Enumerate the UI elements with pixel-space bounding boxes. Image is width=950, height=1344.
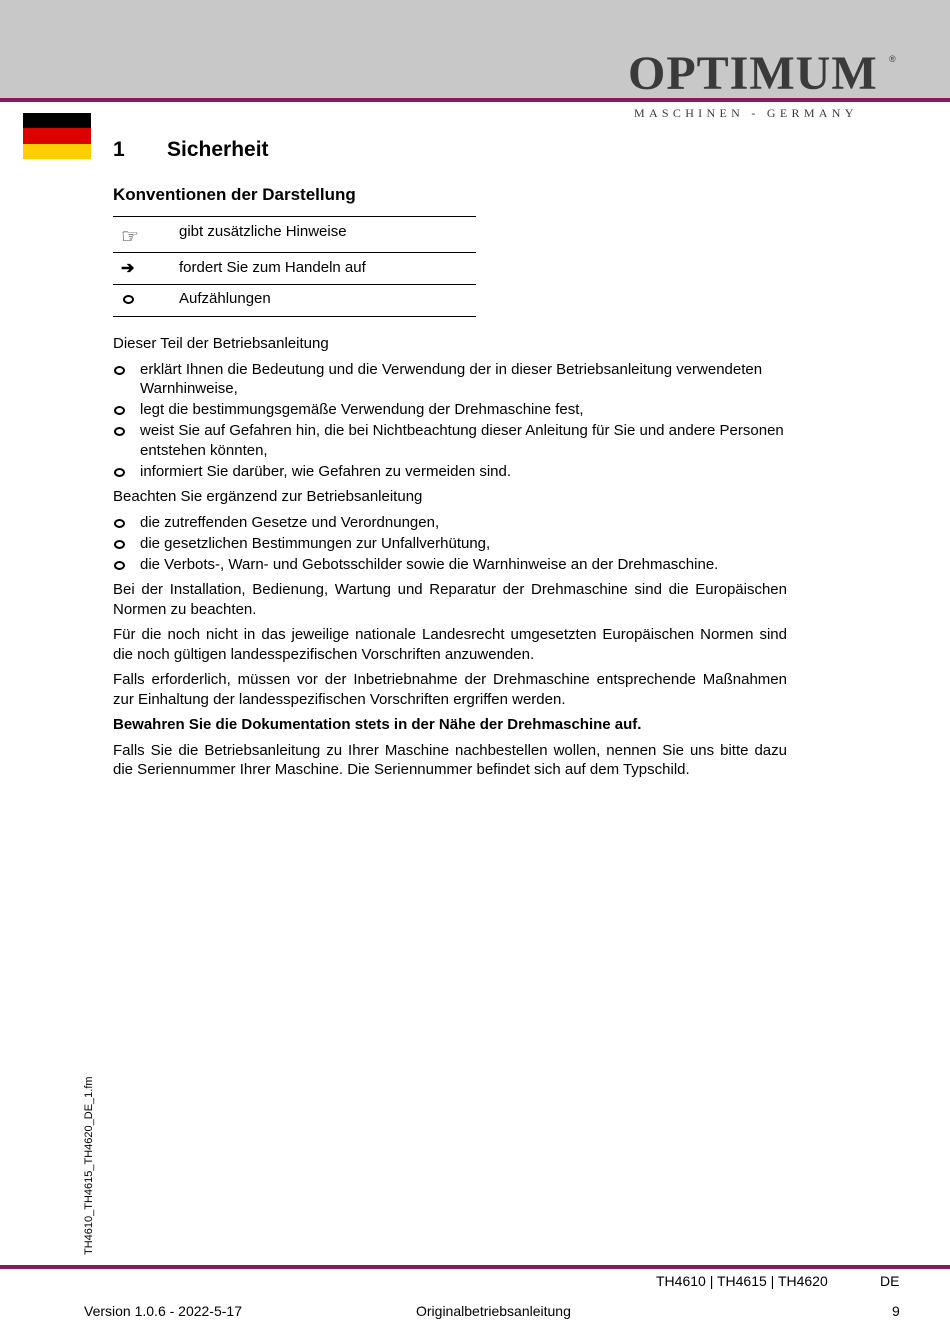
list-item-text: die gesetzlichen Bestimmungen zur Unfallverhütung, — [140, 534, 491, 552]
bullet-list-2 — [113, 513, 787, 575]
bullet-circle-icon — [114, 519, 125, 528]
conventions-heading: Konventionen der Darstellung — [113, 185, 356, 204]
conventions-table — [113, 216, 476, 317]
logo-tagline: MASCHINEN - GERMANY — [634, 106, 858, 120]
logo-registered-mark: ® — [889, 54, 896, 64]
list-item — [113, 534, 787, 554]
pointing-hand-icon: ☞ — [121, 226, 139, 248]
list-item — [113, 462, 787, 482]
list-item — [113, 555, 787, 575]
paragraph-national-law: Für die noch nicht in das jeweilige nationale Landesrecht umgesetzten Europäischen Normen sind die noch gültigen landesspezifischen Vorschriften anzuwenden. — [113, 626, 787, 663]
bullet-circle-icon — [114, 406, 125, 415]
paragraph-measures: Falls erforderlich, müssen vor der Inbetriebnahme der Drehmaschine entsprechende Maßnahmen zur Einhaltung der landesspezifischen Vorschriften ergriffen werden. — [113, 671, 787, 708]
chapter-heading — [113, 138, 269, 162]
list-item — [113, 513, 787, 533]
intro-paragraph-2: Beachten Sie ergänzend zur Betriebsanleitung — [113, 488, 423, 505]
conventions-row — [113, 253, 476, 285]
list-item-text: die Verbots-, Warn- und Gebotsschilder sowie die Warnhinweise an der Drehmaschine. — [140, 555, 719, 573]
optimum-logo — [626, 47, 906, 125]
chapter-title: Sicherheit — [167, 138, 269, 161]
german-flag-icon — [23, 113, 91, 159]
flag-stripe-black — [23, 113, 91, 128]
list-item — [113, 360, 787, 399]
footer-version: Version 1.0.6 - 2022-5-17 — [84, 1303, 242, 1319]
footer-language: DE — [880, 1273, 900, 1289]
paragraph-reorder: Falls Sie die Betriebsanleitung zu Ihrer Maschine nachbestellen wollen, nennen Sie uns bitte dazu die Seriennummer Ihrer Maschine. Die Seriennummer befindet sich auf dem Typschild. — [113, 741, 787, 778]
footer-rule — [0, 1265, 950, 1269]
list-item-text: informiert Sie darüber, wie Gefahren zu vermeiden sind. — [140, 462, 512, 480]
conventions-row — [113, 217, 476, 253]
bullet-circle-icon — [123, 295, 134, 304]
conventions-row-text: Aufzählungen — [179, 290, 271, 307]
flag-stripe-red — [23, 128, 91, 143]
footer-models: TH4610 | TH4615 | TH4620 — [656, 1273, 828, 1289]
conventions-row-text: fordert Sie zum Handeln auf — [179, 259, 366, 276]
list-item — [113, 400, 787, 420]
side-filename: TH4610_TH4615_TH4620_DE_1.fm — [83, 1076, 95, 1255]
footer-doc-type: Originalbetriebsanleitung — [416, 1303, 571, 1319]
list-item-text: weist Sie auf Gefahren hin, die bei Nichtbeachtung dieser Anleitung für Sie und andere Personen entstehen könnten, — [140, 422, 784, 459]
paragraph-standards: Bei der Installation, Bedienung, Wartung und Reparatur der Drehmaschine sind die Europäischen Normen zu beachten. — [113, 581, 787, 618]
list-item-text: die zutreffenden Gesetze und Verordnungen, — [140, 513, 440, 531]
flag-stripe-gold — [23, 144, 91, 159]
arrow-right-icon: ➔ — [121, 260, 135, 277]
bullet-circle-icon — [114, 561, 125, 570]
list-item-text: erklärt Ihnen die Bedeutung und die Verwendung der in dieser Betriebsanleitung verwendeten Warnhinweise, — [140, 360, 763, 397]
footer-page-number: 9 — [892, 1303, 900, 1319]
bullet-circle-icon — [114, 540, 125, 549]
body-text — [113, 334, 787, 786]
chapter-number: 1 — [113, 138, 125, 161]
list-item-text: legt die bestimmungsgemäße Verwendung der Drehmaschine fest, — [140, 401, 584, 418]
list-item — [113, 421, 787, 460]
intro-paragraph-1: Dieser Teil der Betriebsanleitung — [113, 335, 329, 352]
conventions-row-text: gibt zusätzliche Hinweise — [179, 223, 347, 240]
bullet-circle-icon — [114, 366, 125, 375]
bullet-list-1 — [113, 360, 787, 482]
conventions-row — [113, 285, 476, 317]
bullet-circle-icon — [114, 468, 125, 477]
paragraph-keep-documentation: Bewahren Sie die Dokumentation stets in der Nähe der Drehmaschine auf. — [113, 716, 642, 733]
bullet-circle-icon — [114, 427, 125, 436]
logo-wordmark: OPTIMUM — [628, 47, 878, 100]
